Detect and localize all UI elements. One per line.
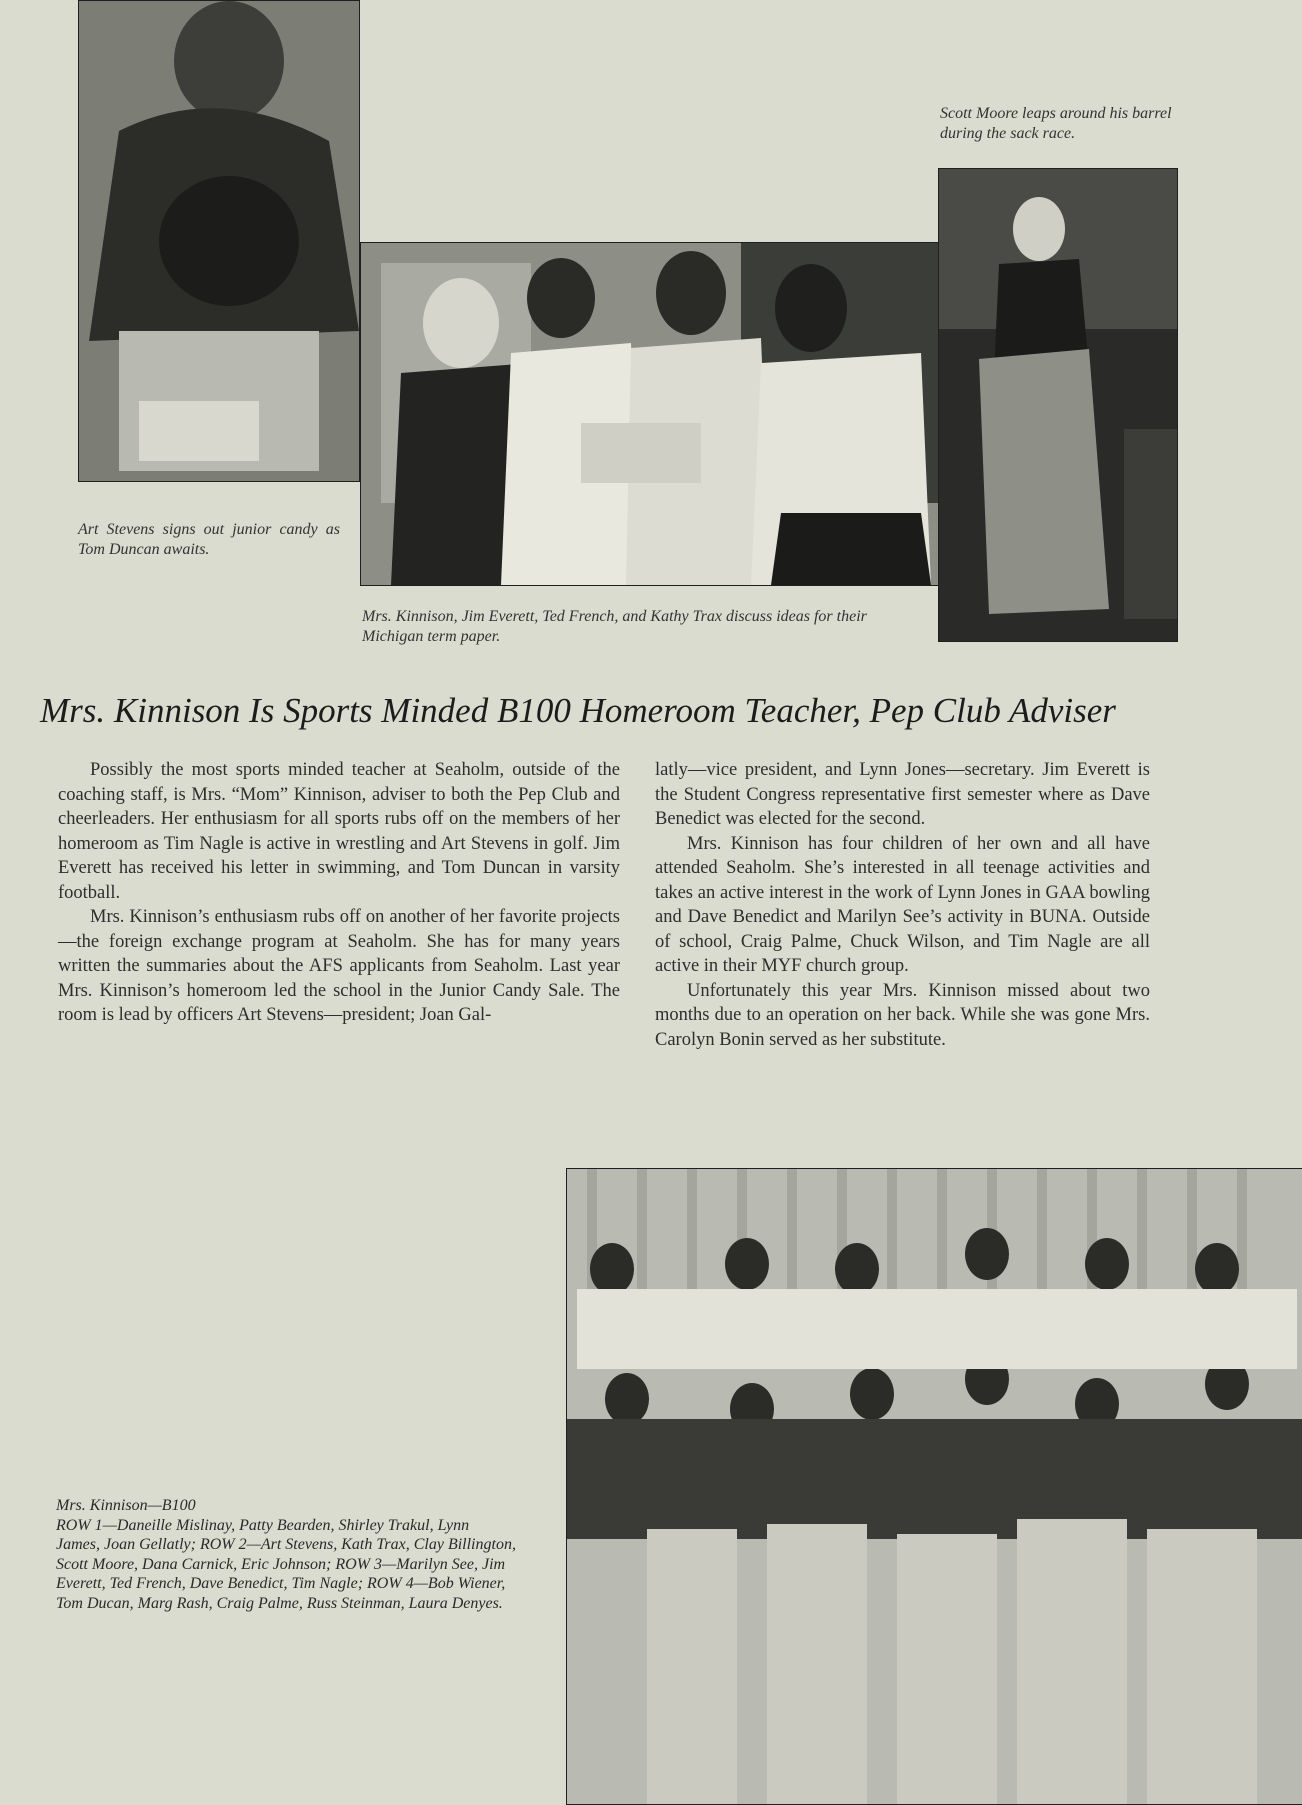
article-paragraph: latly—vice president, and Lynn Jones—secretary. Jim Everett is the Student Congress representative first semester where as Dave Benedict was elected for the second. [655,760,1150,829]
roster-names: ROW 1—Daneille Mislinay, Patty Bearden, Shirley Trakul, Lynn James, Joan Gellatly; ROW 2—Art Stevens, Kath Trax, Clay Billington, Scott Moore, Dana Carnick, Eric Johnson; ROW 3—Marilyn See, Jim Everett, Ted French, Dave Benedict, Tim Nagle; ROW 4—Bob Wiener, Tom Ducan, Marg Rash, Craig Palme, Russ Steinman, Laura Denyes. [56,1516,516,1612]
article-left-column [58,758,620,1028]
article-paragraph: Unfortunately this year Mrs. Kinnison missed about two months due to an operation on her back. While she was gone Mrs. Carolyn Bonin served as her substitute. [655,980,1150,1050]
article-paragraph: Mrs. Kinnison’s enthusiasm rubs off on another of her favorite projects—the foreign exchange program at Seaholm. She has for many years written the summaries about the AFS applicants from Seaholm. Last year Mrs. Kinnison’s homeroom led the school in the Junior Candy Sale. The room is lead by officers Art Stevens—president; Joan Gal- [58,907,620,1025]
photo-sack-race [938,168,1178,642]
roster-title: Mrs. Kinnison—B100 [56,1497,196,1514]
photo-term-paper-discussion [360,242,948,586]
photo-sack-race-image [939,169,1177,641]
article-paragraph: Mrs. Kinnison has four children of her own and all have attended Seaholm. She’s interested in all teenage activities and takes an active interest in the work of Lynn Jones in GAA bowling and Dave Benedict and Marilyn See’s activity in BUNA. Outside of school, Craig Palme, Chuck Wilson, and Tim Nagle are all active in their MYF church group. [655,833,1150,976]
caption-term-paper-discussion: Mrs. Kinnison, Jim Everett, Ted French, and Kathy Trax discuss ideas for their Michigan term paper. [362,608,867,645]
photo-candy-signout [78,0,360,482]
photo-homeroom-group [566,1168,1302,1805]
photo-candy-signout-image [79,1,359,481]
article-paragraph: Possibly the most sports minded teacher at Seaholm, outside of the coaching staff, is Mrs. “Mom” Kinnison, adviser to both the Pep Club and cheerleaders. Her enthusiasm for all sports rubs off on the members of her homeroom as Tim Nagle is active in wrestling and Art Stevens in golf. Jim Everett has received his letter in swimming, and Tom Duncan in varsity football. [58,760,620,903]
article-headline: Mrs. Kinnison Is Sports Minded B100 Homeroom Teacher, Pep Club Adviser [40,691,1116,730]
photo-homeroom-group-image [567,1169,1302,1804]
homeroom-roster [56,1496,516,1613]
caption-sack-race: Scott Moore leaps around his barrel during the sack race. [940,105,1172,142]
article-right-column [655,758,1150,1052]
caption-candy-signout: Art Stevens signs out junior candy as Tom Duncan awaits. [78,521,340,558]
photo-term-paper-discussion-image [361,243,947,585]
